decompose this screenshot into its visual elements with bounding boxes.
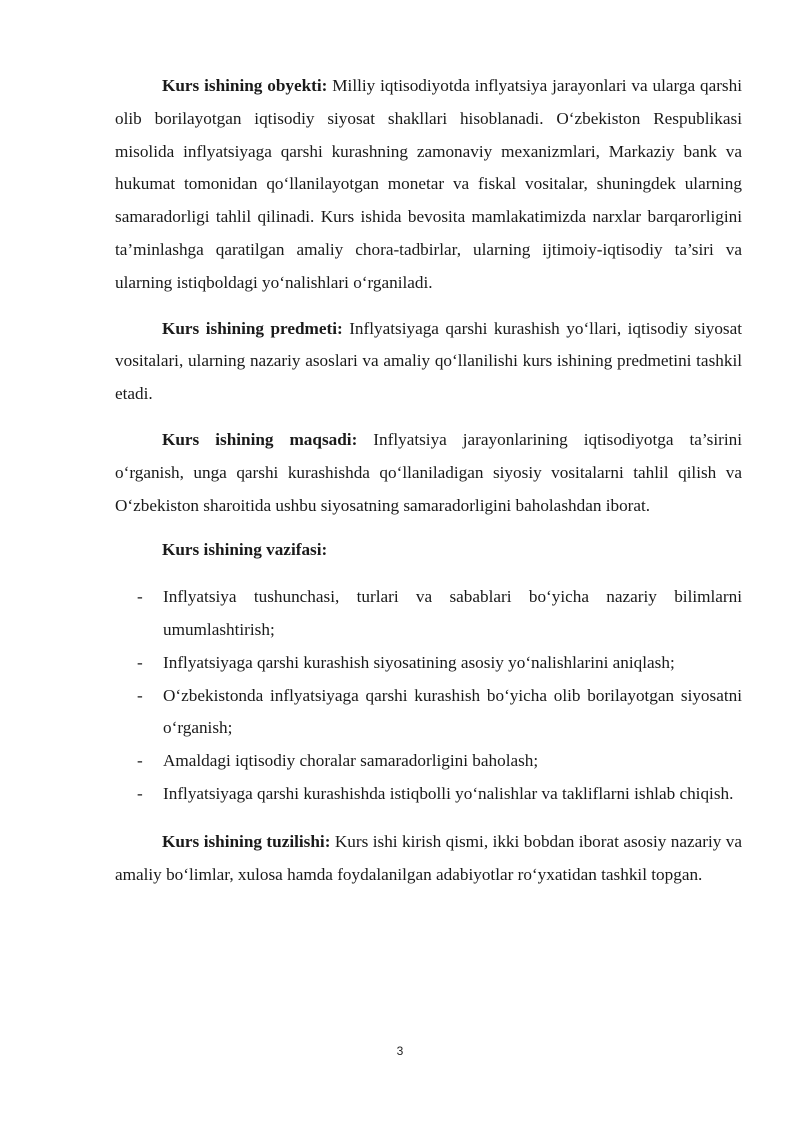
document-page — [115, 70, 742, 891]
goal-text: Inflyatsiya jarayonlarining iqtisodiyotga ta’sirini o‘rganish, unga qarshi kurashishda qo‘llaniladigan siyosiy vositalarni tahlil qilish va O‘zbekiston sharoitida ushbu siyosatning samaradorligini baholashdan iborat. — [115, 429, 743, 515]
page-number: 3 — [396, 1044, 404, 1058]
subject-text: Inflyatsiyaga qarshi kurashish yo‘llari, iqtisodiy siyosat vositalari, ularning nazariy asoslari va amaliy qo‘llanilishi kurs ishining predmetini tashkil etadi. — [115, 318, 743, 404]
bullet-dash: - — [137, 587, 143, 607]
list-item — [115, 745, 742, 778]
list-item — [115, 778, 742, 811]
bullet-dash: - — [137, 783, 143, 803]
list-item — [115, 647, 742, 680]
object-paragraph — [115, 70, 742, 300]
tasks-list — [115, 581, 742, 811]
structure-paragraph — [115, 826, 742, 892]
task-text: Inflyatsiyaga qarshi kurashish siyosatining asosiy yo‘nalishlarini aniqlash; — [163, 652, 675, 672]
structure-lead: Kurs ishining tuzilishi: — [162, 831, 331, 851]
object-lead: Kurs ishining obyekti: — [162, 76, 328, 95]
goal-paragraph — [115, 424, 742, 522]
subject-lead: Kurs ishining predmeti: — [162, 318, 343, 338]
bullet-dash: - — [137, 685, 143, 705]
bullet-dash: - — [137, 751, 143, 771]
goal-lead: Kurs ishining maqsadi: — [162, 429, 358, 449]
task-text: O‘zbekistonda inflyatsiyaga qarshi kurashish bo‘yicha olib borilayotgan siyosatni o‘rganish; — [163, 685, 742, 738]
list-item — [115, 581, 742, 647]
bullet-dash: - — [137, 652, 143, 672]
task-text: Amaldagi iqtisodiy choralar samaradorligini baholash; — [163, 751, 539, 771]
list-item — [115, 680, 742, 746]
object-text: Milliy iqtisodiyotda inflyatsiya jarayonlari va ularga qarshi olib borilayotgan iqtisodiy siyosat shakllari hisoblanadi. O‘zbekiston Respublikasi misolida inflyatsiyaga qarshi kurashning zamonaviy mexanizmlari, Markaziy bank va hukumat tomonidan qo‘llanilayotgan monetar va fiskal vositalar, shuningdek ularning samaradorligi tahlil qilinadi. Kurs ishida bevosita mamlakatimizda narxlar barqarorligini ta’minlashga qaratilgan amaliy chora-tadbirlar, ularning ijtimoiy-iqtisodiy ta’siri va ularning istiqboldagi yo‘nalishlari o‘rganiladi. — [115, 76, 742, 292]
task-text: Inflyatsiya tushunchasi, turlari va sabablari bo‘yicha nazariy bilimlarni umumlashtirish; — [163, 587, 742, 639]
tasks-heading: Kurs ishining vazifasi: — [162, 540, 328, 560]
subject-paragraph — [115, 313, 742, 411]
structure-text: Kurs ishi kirish qismi, ikki bobdan iborat asosiy nazariy va amaliy bo‘limlar, xulosa hamda foydalanilgan adabiyotlar ro‘yxatidan tashkil topgan. — [115, 831, 743, 884]
task-text: Inflyatsiyaga qarshi kurashishda istiqbolli yo‘nalishlar va takliflarni ishlab chiqish. — [163, 783, 734, 803]
